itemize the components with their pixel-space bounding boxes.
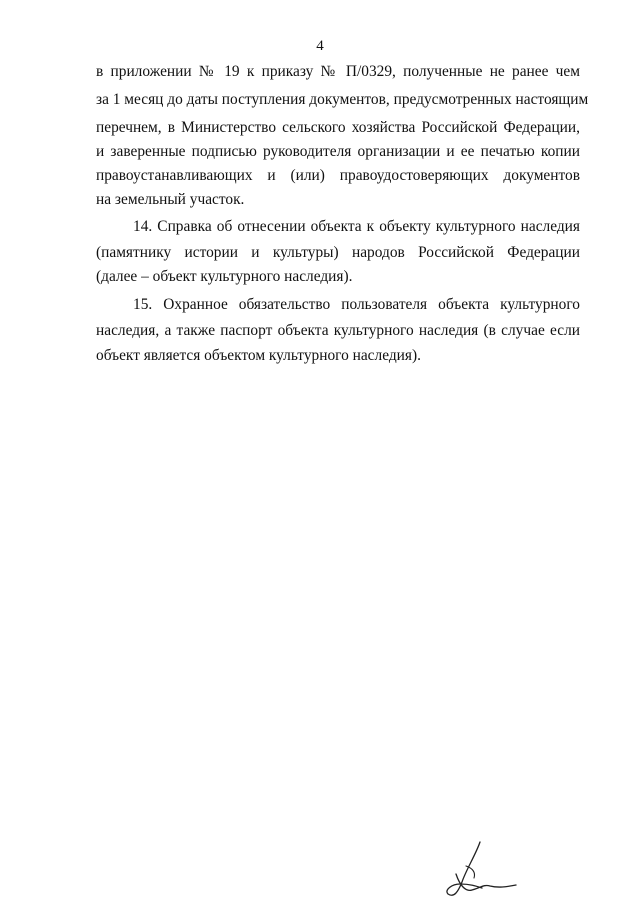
text-line: правоустанавливающих и (или) правоудостоверяющих документов — [96, 167, 580, 184]
text-line: на земельный участок. — [96, 191, 245, 208]
text-line: за 1 месяц до даты поступления документов, предусмотренных настоящим — [96, 91, 589, 108]
paragraph-14-line: 14. Справка об отнесении объекта к объекту культурного наследия — [133, 218, 580, 235]
paragraph-14-line: (памятнику истории и культуры) народов Российской Федерации — [96, 244, 580, 261]
paragraph-14-line: (далее – объект культурного наследия). — [96, 268, 353, 285]
text-line: перечнем, в Министерство сельского хозяйства Российской Федерации, — [96, 119, 580, 136]
paragraph-15-line: объект является объектом культурного наследия). — [96, 347, 421, 364]
handwritten-signature-icon — [436, 838, 532, 900]
paragraph-15-line: 15. Охранное обязательство пользователя объекта культурного — [133, 296, 580, 313]
text-line: и заверенные подписью руководителя организации и ее печатью копии — [96, 143, 580, 160]
page-number: 4 — [316, 38, 324, 54]
text-line: в приложении № 19 к приказу № П/0329, полученные не ранее чем — [96, 63, 580, 80]
paragraph-15-line: наследия, а также паспорт объекта культурного наследия (в случае если — [96, 322, 580, 339]
